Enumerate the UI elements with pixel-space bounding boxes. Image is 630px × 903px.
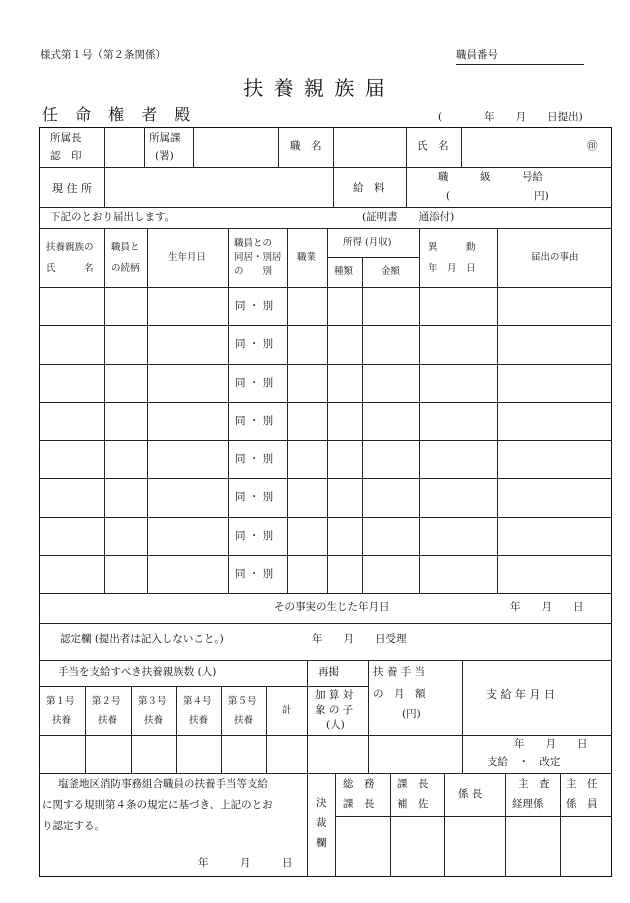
fact-date-label: その事実の生じた年月日: [274, 601, 390, 613]
birth-header: 生年月日: [168, 252, 207, 263]
additional-header: 加 算 対: [315, 689, 354, 701]
relation-header-2: の続柄: [111, 263, 140, 274]
income-type-header: 種類: [334, 266, 354, 277]
income-amount-header: 金額: [381, 266, 401, 277]
dept-section-label: 所属課: [149, 132, 181, 144]
approval-title: 認定欄 (提出者は記入しないこと。): [60, 633, 224, 645]
cohab-header-2: 同居・別居: [234, 252, 282, 263]
cohab-option[interactable]: 同 ・ 別: [235, 568, 274, 580]
pay-date-value: 年 月 日: [514, 738, 588, 750]
dep5-header: 第５号: [228, 696, 257, 707]
sect-inspector: 主 査: [518, 778, 550, 790]
row-divider: [39, 325, 612, 326]
cohab-option[interactable]: 同 ・ 別: [235, 453, 274, 465]
cohab-option[interactable]: 同 ・ 別: [235, 300, 274, 312]
dep1-header: 第１号: [46, 696, 75, 707]
sect-chief: 係 長: [458, 788, 483, 800]
cohab-option[interactable]: 同 ・ 別: [235, 530, 274, 542]
staff-number-line[interactable]: [456, 64, 584, 65]
address-label: 現 住 所: [52, 182, 92, 195]
row-divider: [39, 440, 612, 441]
relation-header: 職員と: [111, 242, 140, 253]
sect-deputy-2: 補 佐: [397, 798, 429, 810]
sect-staff: 係 員: [566, 798, 598, 810]
cohab-option[interactable]: 同 ・ 別: [235, 377, 274, 389]
row-divider: [39, 478, 612, 479]
repost-label: 再掲: [318, 666, 339, 678]
pay-date-header: 支 給 年 月 日: [486, 688, 555, 701]
submit-date: ( 年 月 日提出): [438, 111, 583, 123]
dep4-header: 第４号: [183, 696, 212, 707]
dept-section-sub-label: (署): [155, 150, 174, 162]
occupation-header: 職業: [297, 252, 317, 263]
reason-header: 届出の事由: [531, 252, 579, 263]
name-label: 氏 名: [417, 140, 449, 152]
row-divider: [39, 555, 612, 556]
dep3-suffix: 扶養: [144, 715, 164, 726]
decision-label-3: 欄: [316, 837, 327, 849]
fact-date-value: 年 月 日: [510, 601, 584, 613]
additional-header-3: (人): [326, 719, 345, 731]
decision-label-1: 決: [316, 797, 327, 809]
dep5-suffix: 扶養: [234, 715, 254, 726]
row-divider: [39, 364, 612, 365]
decision-text-3: り認定する。: [42, 820, 105, 832]
dept-head-label: 所属長: [50, 132, 82, 144]
cohab-option[interactable]: 同 ・ 別: [235, 338, 274, 350]
change-date-header: 年 月 日: [428, 263, 476, 274]
cohab-header-3: の 別: [234, 266, 273, 277]
position-label: 職 名: [290, 140, 322, 152]
certificate-text: (証明書 通添付): [362, 211, 455, 223]
salary-yen-label: ( 円): [446, 190, 549, 202]
income-header: 所得 (月収): [343, 237, 392, 248]
dependent-name-header-2: 氏 名: [46, 263, 94, 274]
decision-text-2: に関する規則第４条の規定に基づき、上記のとお: [42, 799, 273, 811]
change-header: 異 動: [428, 242, 476, 253]
addressee: 任 命 権 者 殿: [42, 105, 197, 124]
decision-text-1: 塩釜地区消防事務組合職員の扶養手当等支給: [58, 778, 268, 790]
allowance-header: 扶 養 手 当: [373, 666, 426, 678]
total-header: 計: [282, 705, 292, 716]
cohab-header: 職員との: [234, 238, 273, 249]
received-date: 年 月 日受理: [312, 633, 407, 645]
dep4-suffix: 扶養: [189, 715, 209, 726]
sect-general-affairs-2: 課 長: [343, 798, 375, 810]
sect-general-affairs: 総 務: [343, 778, 375, 790]
dep1-suffix: 扶養: [52, 715, 72, 726]
salary-label: 給 料: [353, 182, 385, 194]
pay-type-options: 支給 ・ 改定: [487, 756, 561, 768]
notice-text: 下記のとおり届出します。: [50, 211, 176, 223]
allowance-header-2: の 月 額: [373, 688, 426, 700]
staff-number-label: 職員番号: [456, 49, 498, 61]
row-divider: [39, 402, 612, 403]
decision-date: 年 月 日: [198, 857, 293, 869]
sect-accounting: 経理係: [512, 798, 544, 810]
form-number: 様式第１号（第２条関係）: [40, 49, 166, 61]
dependent-name-header: 扶養親族の: [46, 242, 94, 253]
dep3-header: 第３号: [138, 696, 167, 707]
allowance-header-3: (円): [402, 708, 421, 720]
cohab-option[interactable]: 同 ・ 別: [235, 415, 274, 427]
cohab-option[interactable]: 同 ・ 別: [235, 491, 274, 503]
additional-header-2: 象 の 子: [315, 704, 354, 716]
dep2-header: 第２号: [92, 696, 121, 707]
dep2-suffix: 扶養: [98, 715, 118, 726]
decision-label-2: 裁: [316, 817, 327, 829]
row-divider: [39, 517, 612, 518]
page-title: 扶 養 親 族 届: [243, 76, 387, 100]
sect-supervisor: 主 任: [566, 778, 598, 790]
salary-grade-label: 職 級 号給: [438, 171, 543, 183]
sect-deputy: 課 長: [397, 778, 429, 790]
seal-icon: ㊞: [587, 140, 598, 152]
dependent-count-label: 手当を支給すべき扶養親族数 (人): [58, 666, 217, 678]
dept-head-seal-label: 認 印: [50, 150, 82, 162]
